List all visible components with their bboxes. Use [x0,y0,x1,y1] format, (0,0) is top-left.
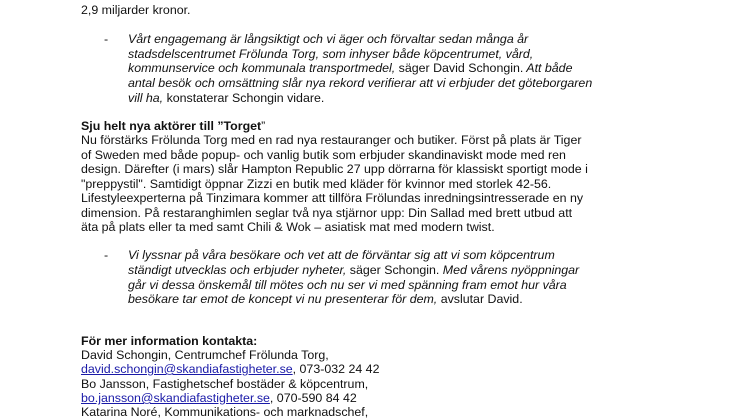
quote1-line-3-quote-cont: Att både [523,61,573,75]
quote1-line-3-quote: kommunservice och kommunala transportmedel, [128,61,396,75]
quote1-line-3 [128,61,572,76]
quote2-line-1: Vi lyssnar på våra besökare och vet att de förväntar sig att vi som köpcentrum [128,248,555,262]
section-para-line-7: äta på plats eller ta med samt Chili & Wok – asiatisk mat med modern twist. [81,220,495,234]
contact-2-phone: , 070-590 84 42 [269,391,357,405]
section-para-line-4: "preppystil". Samtidigt öppnar Zizzi en butik med kläder för kvinnor med storlek 42-56. [81,177,552,191]
section-heading-text: Sju helt nya aktörer till ”Torget [81,119,262,133]
contact-1-email-link[interactable]: david.schongin@skandiafastigheter.se [81,362,293,376]
intro-tail: 2,9 miljarder kronor. [81,3,191,17]
section-para-line-6: dimension. På restaranghimlen seglar två nya stjärnor upp: Din Sallad med brett utbud att [81,206,573,220]
contact-1-details [81,362,379,377]
section-para-line-3: design. Därefter (i mars) slår Hampton Republic 27 upp dörrarna för klassiskt sportigt mode i [81,162,588,176]
quote2-line-2-attribution: säger Schongin. [346,263,440,277]
quote2-line-2-quote: ständigt utvecklas och erbjuder nyheter, [128,263,347,277]
quote2-line-4-attribution: avslutar David. [437,292,523,306]
quote1-bullet: - [104,32,109,46]
contact-2-email-link[interactable]: bo.jansson@skandiafastigheter.se [81,391,270,405]
section-heading [81,119,265,134]
quote1-line-1: Vårt engagemang är långsiktigt och vi äger och förvaltar sedan många år [128,32,529,46]
section-para-line-2: of Sweden med både popup- och vanlig butik som erbjuder skandinaviskt mode med ren [81,148,566,162]
quote2-line-2-quote-cont: Med vårens nyöppningar [439,263,580,277]
section-para-line-1: Nu förstärks Frölunda Torg med en rad nya restauranger och butiker. Först på plats är Tiger [81,133,582,147]
quote1-line-2: stadsdelscentrumet Frölunda Torg, som inhyser både köpcentrumet, vård, [128,47,534,61]
section-heading-close-quote: ” [261,119,266,133]
quote2-line-2 [128,263,579,278]
contact-heading: För mer information kontakta: [81,334,258,348]
quote1-line-5-quote: vill ha, [128,91,164,105]
quote1-line-4: antal besök och omsättning slår nya rekord verifierar att vi erbjuder det göteborgaren [128,76,593,90]
contact-1-name: David Schongin, Centrumchef Frölunda Torg, [81,348,329,362]
contact-2-name: Bo Jansson, Fastighetschef bostäder & köpcentrum, [81,377,369,391]
contact-1-phone: , 073-032 24 42 [292,362,380,376]
quote1-line-5 [128,91,324,106]
quote2-line-4-quote: besökare tar emot de koncept vi nu presenterar för dem, [128,292,438,306]
quote1-line-3-attribution: säger David Schongin. [395,61,524,75]
contact-2-details [81,391,357,406]
quote1-line-5-attribution: konstaterar Schongin vidare. [163,91,325,105]
quote2-line-4 [128,292,523,307]
quote2-line-3: går vi dessa önskemål till mötes och nu ser vi med spänning fram emot hur våra [128,278,567,292]
contact-3-name: Katarina Noré, Kommunikations- och marknadschef, [81,405,369,419]
section-para-line-5: Lifestyleexperterna på Tinzimara kommer att tillföra Frölundas inredningsintresserade en ny [81,191,584,205]
quote2-bullet: - [104,248,109,262]
